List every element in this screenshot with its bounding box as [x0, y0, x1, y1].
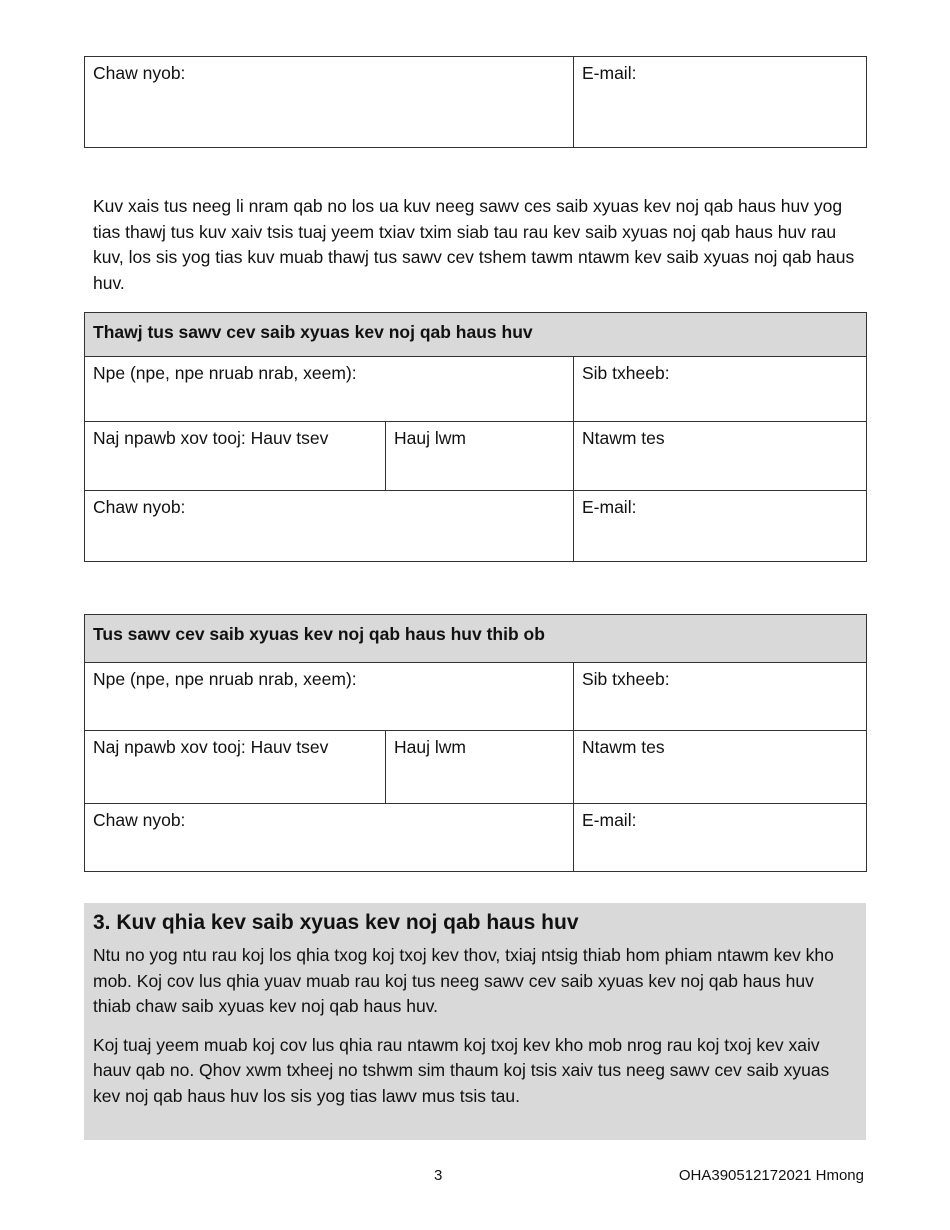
address-field[interactable]: Chaw nyob:	[85, 57, 574, 148]
email-field[interactable]: E-mail:	[574, 491, 867, 562]
section-3-title: 3. Kuv qhia kev saib xyuas kev noj qab haus huv	[93, 911, 579, 934]
page-number: 3	[434, 1167, 443, 1184]
address-field[interactable]: Chaw nyob:	[85, 804, 574, 872]
email-field[interactable]: E-mail:	[574, 804, 867, 872]
first-agent-heading: Thawj tus sawv cev saib xyuas kev noj qab haus huv	[85, 313, 867, 357]
work-phone-field[interactable]: Hauj lwm	[386, 731, 574, 804]
first-agent-table	[84, 312, 867, 562]
work-phone-field[interactable]: Hauj lwm	[386, 422, 574, 491]
relationship-field[interactable]: Sib txheeb:	[574, 663, 867, 731]
home-phone-field[interactable]: Naj npawb xov tooj: Hauv tsev	[85, 731, 386, 804]
mobile-phone-field[interactable]: Ntawm tes	[574, 731, 867, 804]
intro-paragraph: Kuv xais tus neeg li nram qab no los ua kuv neeg sawv ces saib xyuas kev noj qab haus huv yog tias thawj tus kuv xaiv tsis tuaj yeem txiav txim siab tau rau kev saib xyuas noj qab haus huv rau kuv, los sis yog tias kuv muab thawj tus sawv cev tshem tawm ntawm kev saib xyuas noj qab haus huv.	[93, 196, 855, 293]
section-3-box	[84, 903, 866, 1140]
name-field[interactable]: Npe (npe, npe nruab nrab, xeem):	[85, 663, 574, 731]
address-field[interactable]: Chaw nyob:	[85, 491, 574, 562]
relationship-field[interactable]: Sib txheeb:	[574, 357, 867, 422]
previous-agent-table	[84, 56, 867, 148]
name-field[interactable]: Npe (npe, npe nruab nrab, xeem):	[85, 357, 574, 422]
second-agent-table	[84, 614, 867, 872]
section-3-paragraph-1: Ntu no yog ntu rau koj los qhia txog koj txoj kev thov, txiaj ntsig thiab hom phiam ntawm kev kho mob. Koj cov lus qhia yuav muab rau koj tus neeg sawv cev saib xyuas kev noj qab haus huv thiab chaw saib xyuas kev noj qab haus huv.	[93, 945, 834, 1016]
email-field[interactable]: E-mail:	[574, 57, 867, 148]
home-phone-field[interactable]: Naj npawb xov tooj: Hauv tsev	[85, 422, 386, 491]
second-agent-heading: Tus sawv cev saib xyuas kev noj qab haus huv thib ob	[85, 615, 867, 663]
mobile-phone-field[interactable]: Ntawm tes	[574, 422, 867, 491]
section-3-paragraph-2: Koj tuaj yeem muab koj cov lus qhia rau ntawm koj txoj kev kho mob nrog rau koj txoj kev xaiv hauv qab no. Qhov xwm txheej no tshwm sim thaum koj tsis xaiv tus neeg sawv cev saib xyuas kev noj qab haus huv los sis yog tias lawv mus tsis tau.	[93, 1034, 830, 1106]
form-code: OHA390512172021 Hmong	[678, 1167, 864, 1184]
